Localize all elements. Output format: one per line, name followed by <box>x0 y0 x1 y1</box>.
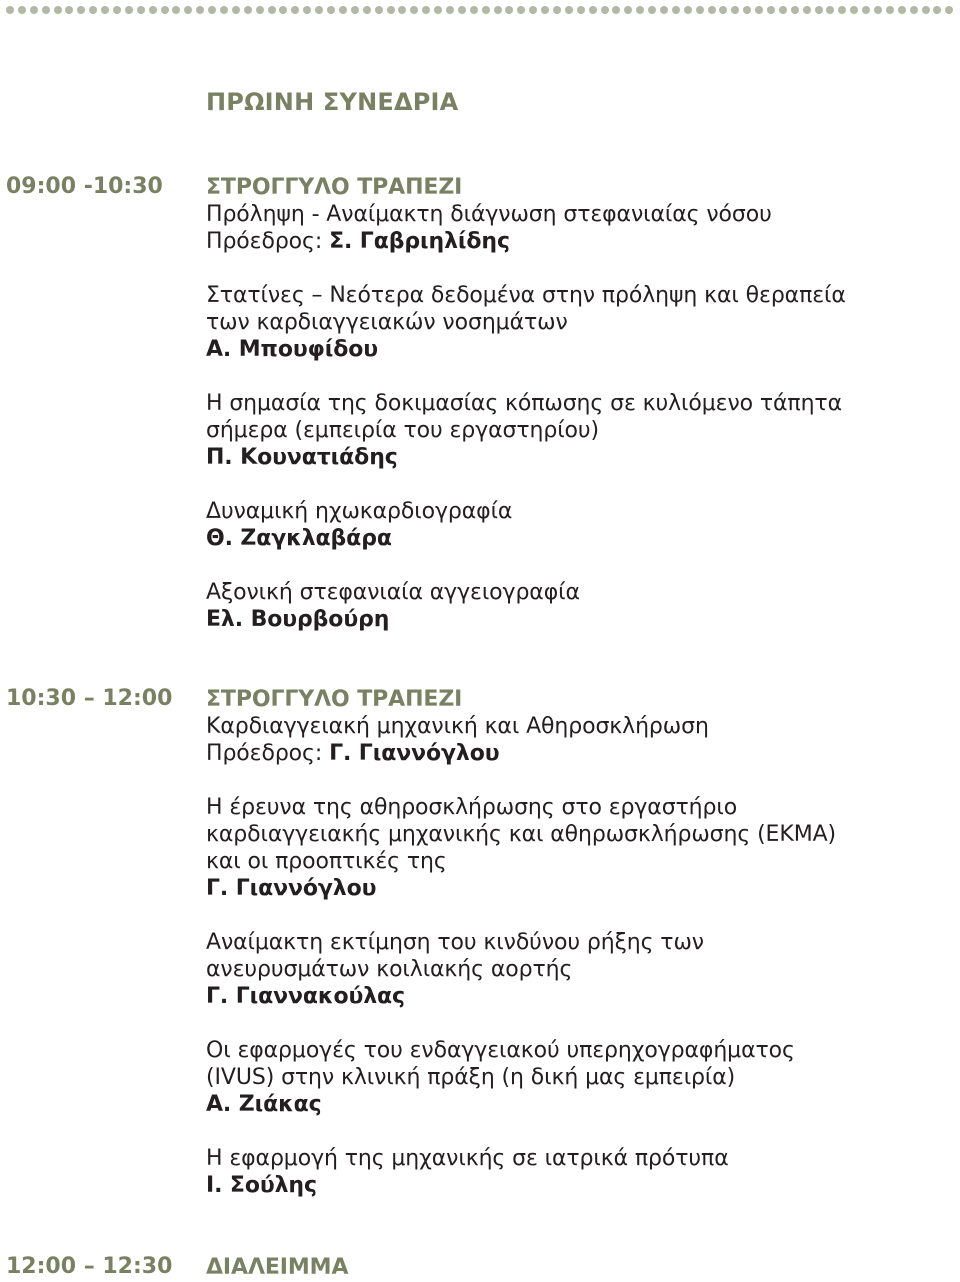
talk-title-line: Η σημασία της δοκιμασίας κόπωσης σε κυλιόμενο τάπητα <box>206 391 842 416</box>
border-dot <box>410 6 418 14</box>
border-dot <box>279 6 287 14</box>
border-dot <box>339 6 347 14</box>
border-dot <box>660 6 668 14</box>
border-dot <box>826 6 834 14</box>
session-chair <box>206 740 946 767</box>
border-dot <box>244 6 252 14</box>
talk-item <box>206 579 946 633</box>
talk-title-line: (IVUS) στην κλινική πράξη (η δική μας εμπειρία) <box>206 1065 736 1090</box>
border-dot <box>803 6 811 14</box>
border-dot <box>446 6 454 14</box>
talk-speaker: Α. Μπουφίδου <box>206 337 378 362</box>
talk-title-line: σήμερα (εμπειρία του εργαστηρίου) <box>206 418 600 443</box>
border-dot <box>268 6 276 14</box>
border-dot <box>601 6 609 14</box>
talk-title-line: Αναίμακτη εκτίμηση του κινδύνου ρήξης των <box>206 930 704 955</box>
border-dot <box>172 6 180 14</box>
session-chair <box>206 228 946 255</box>
border-dot <box>684 6 692 14</box>
talk-speaker: Π. Κουνατιάδης <box>206 445 398 470</box>
border-dot <box>30 6 38 14</box>
talk-title-line: Οι εφαρμογές του ενδαγγειακού υπερηχογραφήματος <box>206 1038 795 1063</box>
talk-item <box>206 929 946 1010</box>
border-dot <box>731 6 739 14</box>
border-dot <box>208 6 216 14</box>
border-dot <box>636 6 644 14</box>
border-dot <box>6 6 14 14</box>
border-dot <box>137 6 145 14</box>
talk-speaker: Ελ. Βουρβούρη <box>206 607 390 632</box>
border-dot <box>303 6 311 14</box>
border-dot <box>529 6 537 14</box>
talk-item <box>206 282 946 363</box>
talk-item <box>206 1145 946 1199</box>
border-dot <box>458 6 466 14</box>
border-dot <box>577 6 585 14</box>
border-dot <box>589 6 597 14</box>
border-dot <box>42 6 50 14</box>
border-dot <box>624 6 632 14</box>
border-dot <box>874 6 882 14</box>
talk-title-line: Δυναμική ηχωκαρδιογραφία <box>206 499 513 524</box>
session-block <box>206 686 946 1199</box>
talk-speaker: Γ. Γιαννακούλας <box>206 984 406 1009</box>
talk-title-line: των καρδιαγγειακών νοσημάτων <box>206 310 568 335</box>
border-dot <box>565 6 573 14</box>
talk-item <box>206 498 946 552</box>
border-dot <box>612 6 620 14</box>
break-time: 12:00 – 12:30 <box>6 1254 173 1279</box>
talk-speaker: Ι. Σούλης <box>206 1173 317 1198</box>
border-dot <box>256 6 264 14</box>
border-dot <box>672 6 680 14</box>
border-dot <box>220 6 228 14</box>
session-heading: ΣΤΡΟΓΓΥΛΟ ΤΡΑΠΕΖΙ <box>206 175 463 200</box>
talk-item <box>206 390 946 471</box>
talk-title-line: και οι προοπτικές της <box>206 849 447 874</box>
border-dot <box>125 6 133 14</box>
chair-label: Πρόεδρος: <box>206 741 330 766</box>
talk-title-line: Αξονική στεφανιαία αγγειογραφία <box>206 580 580 605</box>
border-dot <box>363 6 371 14</box>
border-dot <box>351 6 359 14</box>
border-dot <box>89 6 97 14</box>
session-time: 10:30 – 12:00 <box>6 686 173 711</box>
border-dot <box>767 6 775 14</box>
border-dot <box>482 6 490 14</box>
border-dot <box>898 6 906 14</box>
border-dot <box>196 6 204 14</box>
break-block <box>206 1254 946 1281</box>
border-dot <box>494 6 502 14</box>
break-label: ΔΙΑΛΕΙΜΜΑ <box>206 1255 349 1280</box>
border-dot <box>184 6 192 14</box>
border-dot <box>910 6 918 14</box>
talk-item <box>206 794 946 902</box>
border-dot <box>77 6 85 14</box>
border-dot <box>933 6 941 14</box>
border-dot <box>470 6 478 14</box>
border-dot <box>553 6 561 14</box>
border-dot <box>375 6 383 14</box>
border-dot <box>850 6 858 14</box>
session-heading: ΣΤΡΟΓΓΥΛΟ ΤΡΑΠΕΖΙ <box>206 687 463 712</box>
border-dot <box>398 6 406 14</box>
border-dot <box>18 6 26 14</box>
border-dot <box>779 6 787 14</box>
border-dot <box>719 6 727 14</box>
border-dot <box>945 6 953 14</box>
border-dot <box>54 6 62 14</box>
border-dot <box>113 6 121 14</box>
border-dot <box>315 6 323 14</box>
dotted-border <box>0 6 960 18</box>
border-dot <box>65 6 73 14</box>
border-dot <box>708 6 716 14</box>
border-dot <box>101 6 109 14</box>
page-title: ΠΡΩΙΝΗ ΣΥΝΕΔΡΙΑ <box>206 88 459 116</box>
talk-title-line: Στατίνες – Νεότερα δεδομένα στην πρόληψη και θεραπεία <box>206 283 846 308</box>
chair-name: Σ. Γαβριηλίδης <box>329 229 510 254</box>
talk-title-line: Η εφαρμογή της μηχανικής σε ιατρικά πρότυπα <box>206 1146 729 1171</box>
border-dot <box>755 6 763 14</box>
border-dot <box>838 6 846 14</box>
session-block <box>206 174 946 633</box>
border-dot <box>387 6 395 14</box>
border-dot <box>922 6 930 14</box>
chair-label: Πρόεδρος: <box>206 229 330 254</box>
talk-title-line: Η έρευνα της αθηροσκλήρωσης στο εργαστήριο <box>206 795 738 820</box>
border-dot <box>422 6 430 14</box>
border-dot <box>232 6 240 14</box>
talk-speaker: Γ. Γιαννόγλου <box>206 876 377 901</box>
border-dot <box>886 6 894 14</box>
border-dot <box>696 6 704 14</box>
border-dot <box>149 6 157 14</box>
border-dot <box>815 6 823 14</box>
border-dot <box>434 6 442 14</box>
border-dot <box>791 6 799 14</box>
talk-title-line: ανευρυσμάτων κοιλιακής αορτής <box>206 957 573 982</box>
chair-name: Γ. Γιαννόγλου <box>329 741 500 766</box>
border-dot <box>743 6 751 14</box>
talk-item <box>206 1037 946 1118</box>
border-dot <box>291 6 299 14</box>
border-dot <box>862 6 870 14</box>
border-dot <box>327 6 335 14</box>
talk-speaker: Θ. Ζαγκλαβάρα <box>206 526 392 551</box>
talk-title-line: καρδιαγγειακής μηχανικής και αθηρωσκλήρωσης (ΕΚΜΑ) <box>206 822 837 847</box>
border-dot <box>541 6 549 14</box>
session-time: 09:00 -10:30 <box>6 174 163 199</box>
border-dot <box>517 6 525 14</box>
border-dot <box>505 6 513 14</box>
border-dot <box>648 6 656 14</box>
talk-speaker: Α. Ζιάκας <box>206 1092 322 1117</box>
border-dot <box>161 6 169 14</box>
session-topic: Πρόληψη - Αναίμακτη διάγνωση στεφανιαίας νόσου <box>206 202 772 227</box>
session-topic: Καρδιαγγειακή μηχανική και Αθηροσκλήρωση <box>206 714 709 739</box>
